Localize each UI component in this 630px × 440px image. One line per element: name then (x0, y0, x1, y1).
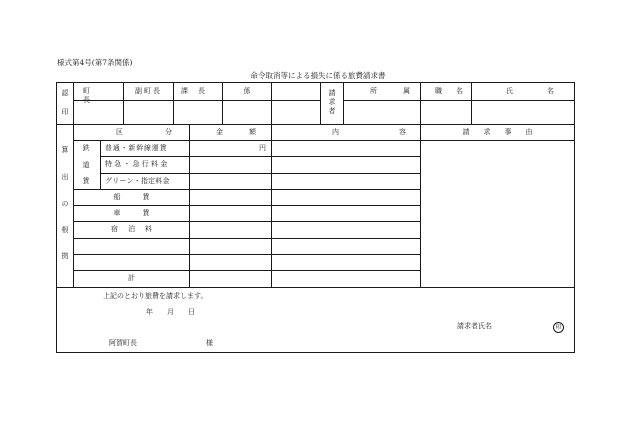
approval-col-staff: 係 (243, 87, 251, 95)
claimant-name-label: 請求者氏名 (457, 322, 492, 330)
row-label-car-fare: 車賃 (113, 209, 172, 217)
row-label-total: 計 (128, 274, 135, 282)
claimant-col-department: 所属 (370, 87, 436, 95)
row-label-green-reserved: グリーン・指定料金 (105, 177, 170, 185)
row-label-lodging: 宿泊料 (111, 225, 162, 233)
row-label-limited-express: 特急・急行料金 (105, 160, 170, 168)
form-number: 様式第4号(第7条関係) (57, 58, 133, 67)
railway-fare-char-1: 鉄 (82, 144, 90, 152)
approval-col-mayor-text: 町長 (83, 87, 102, 104)
calculation-basis-char-2: 出 (61, 173, 69, 181)
approval-stamp-label-char-2: 印 (61, 108, 69, 116)
col-header-content: 内容 (332, 128, 466, 136)
request-date: 年 月 日 (146, 308, 195, 316)
railway-fare-char-2: 道 (82, 161, 90, 169)
claimant-label-char-1: 請 (328, 89, 336, 97)
approval-col-deputy-mayor: 副町長 (135, 87, 162, 95)
col-header-category: 区分 (116, 128, 214, 136)
calculation-basis-char-1: 算 (61, 146, 69, 154)
claimant-label-char-2: 求 (328, 98, 336, 106)
request-statement: 上記のとおり旅費を請求します。 (103, 292, 208, 300)
calculation-basis-char-4: 根 (61, 226, 69, 234)
approval-col-section-chief: 課長 (181, 87, 215, 95)
approval-col-mayor (83, 87, 114, 105)
col-header-amount: 金額 (216, 128, 282, 136)
addressee-honorific: 様 (206, 339, 213, 347)
calculation-basis-char-5: 拠 (61, 252, 69, 260)
claimant-col-title: 職名 (435, 87, 477, 95)
addressee: 阿賀町長 (109, 339, 137, 347)
claimant-label (327, 89, 337, 116)
railway-fare-char-3: 賃 (82, 177, 90, 185)
row-label-regular-shinkansen: 普通・新幹線運賃 (105, 144, 168, 152)
amount-unit-yen: 円 (259, 144, 266, 152)
row-label-ship-fare: 船賃 (113, 193, 172, 201)
col-header-reason: 請求事由 (462, 128, 547, 136)
seal-mark: 印 (553, 322, 564, 333)
form-title: 命令取消等による損失に係る旅費請求書 (250, 71, 386, 80)
calculation-basis-char-3: の (61, 200, 69, 208)
approval-stamp-label (60, 86, 70, 120)
approval-stamp-label-char-1: 認 (61, 89, 69, 97)
claimant-col-name: 氏名 (506, 87, 588, 95)
claimant-label-char-3: 者 (328, 107, 336, 115)
